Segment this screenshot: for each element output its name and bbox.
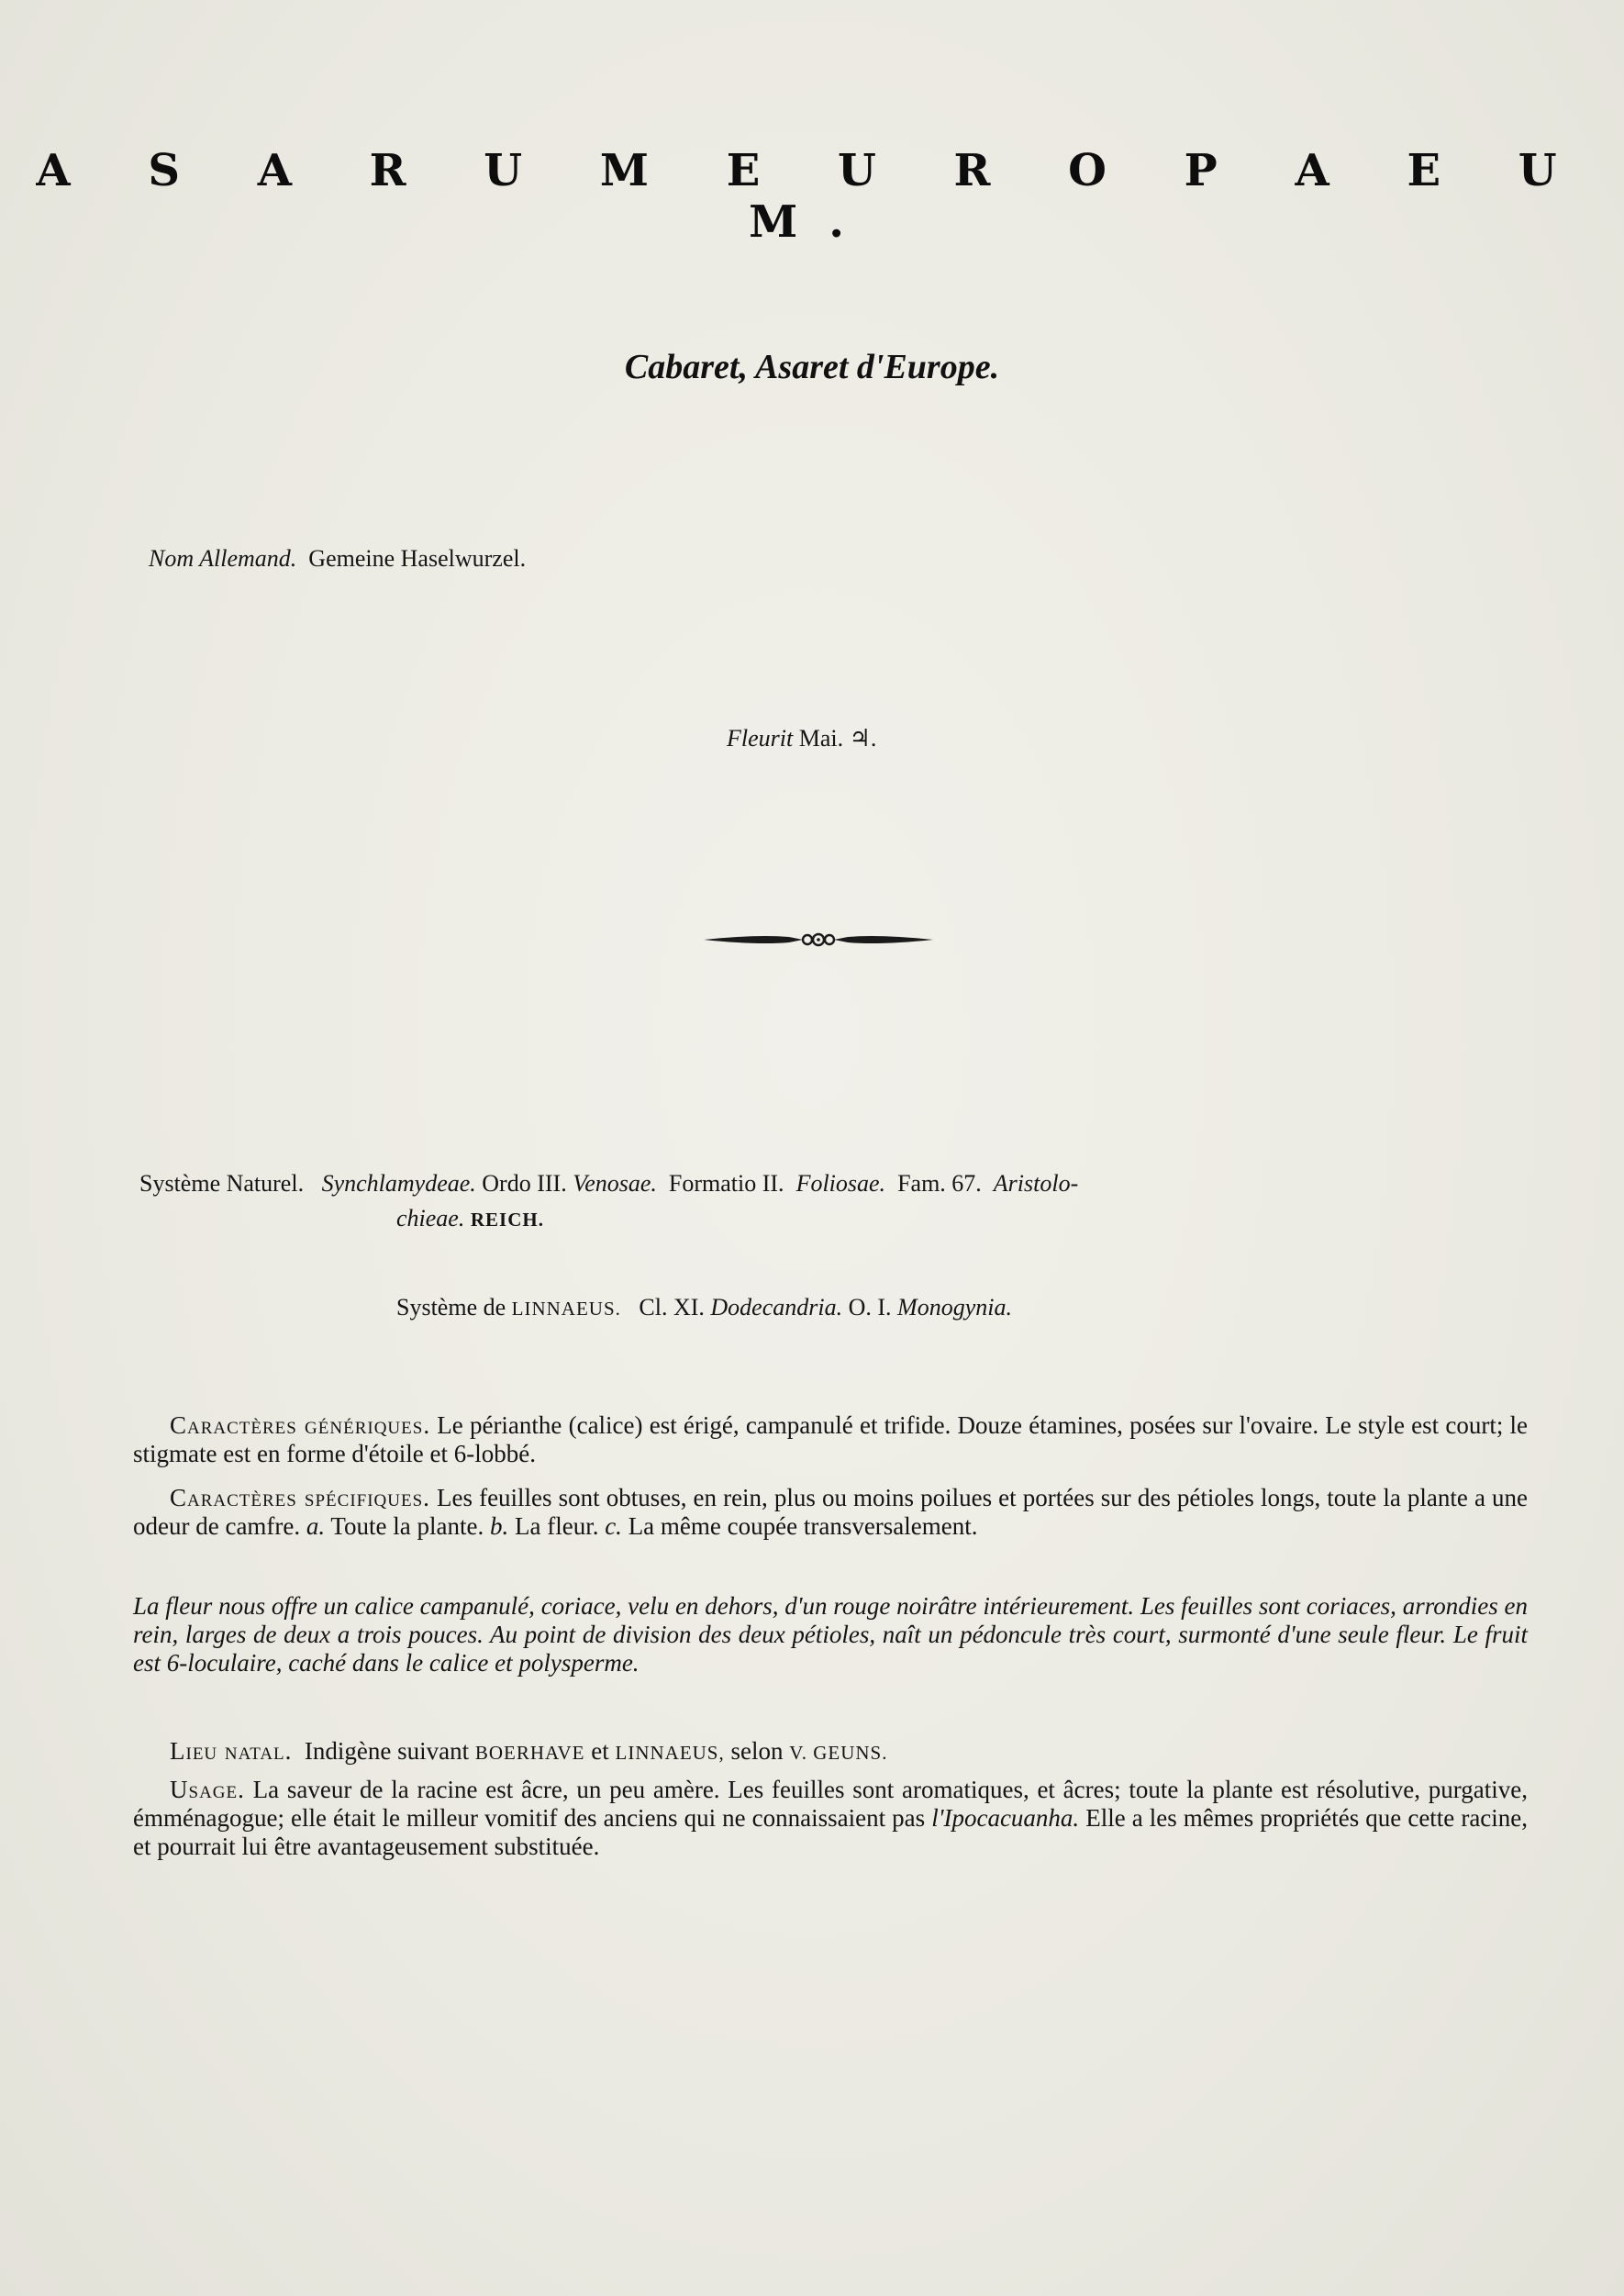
- natural-system-line-2: [396, 1205, 544, 1232]
- native-place-author-1: BOERHAVE: [474, 1742, 585, 1764]
- usage-text-2: Elle a les mêmes propriétés que cette racine, et pourrait lui être avantageusement substituée.: [133, 1804, 1529, 1860]
- natural-system-ordo: Ordo III.: [482, 1170, 567, 1197]
- linnaeus-system-line: [396, 1294, 1012, 1321]
- figure-b-text: La fleur.: [514, 1512, 599, 1540]
- native-place-text-3: selon: [730, 1737, 784, 1765]
- german-name-line: [149, 545, 526, 573]
- generic-characters-text: Le périanthe (calice) est érigé, campanulé et trifide. Douze étamines, posées sur l'ovaire. Le style est court; le stigmate est en forme d'étoile et 6-lobbé.: [133, 1411, 1529, 1467]
- natural-system-line-1: [139, 1170, 1534, 1198]
- natural-system-family-name-cont: chieae.: [396, 1205, 465, 1232]
- generic-characters-lead: Caractères génériques.: [170, 1411, 431, 1439]
- german-name-label: Nom Allemand.: [149, 545, 297, 572]
- flowering-line: [727, 725, 876, 752]
- native-place-paragraph: [133, 1737, 1528, 1767]
- native-place-author-2: LINNAEUS,: [615, 1742, 725, 1764]
- natural-system-author: REICH.: [470, 1209, 544, 1231]
- german-name-value: Gemeine Haselwurzel.: [308, 545, 527, 572]
- page-title: A S A R U M E U R O P A E U M.: [36, 145, 1588, 248]
- natural-system-formatio: Formatio II.: [668, 1170, 784, 1197]
- figure-a-text: Toute la plante.: [330, 1512, 484, 1540]
- usage-paragraph: [133, 1776, 1528, 1861]
- natural-system-formatio-name: Foliosae.: [795, 1170, 886, 1197]
- page-subtitle: Cabaret, Asaret d'Europe.: [624, 348, 1000, 386]
- figure-b-label: b.: [489, 1512, 509, 1540]
- figure-c-label: c.: [605, 1512, 622, 1540]
- natural-system-family: Fam. 67.: [897, 1170, 982, 1197]
- flowering-value: Mai. ♃.: [798, 725, 877, 752]
- linnaeus-order: O. I.: [848, 1294, 892, 1321]
- specific-characters-paragraph: [133, 1484, 1528, 1541]
- linnaeus-order-name: Monogynia.: [897, 1294, 1012, 1321]
- linnaeus-author: LINNAEUS.: [511, 1298, 621, 1320]
- description-paragraph: La fleur nous offre un calice campanulé, coriace, velu en dehors, d'un rouge noirâtre intérieurement. Les feuilles sont coriaces, arrondies en rein, larges de deux a trois pouces. Au point de division des deux pétioles, naît un pédoncule très court, surmonté d'une seule fleur. Le fruit est 6-loculaire, caché dans le calice et polysperme.: [133, 1592, 1528, 1677]
- specific-characters-text: Les feuilles sont obtuses, en rein, plus ou moins poilues et portées sur des pétioles longs, toute la plante a une odeur de camfre.: [133, 1484, 1529, 1540]
- generic-characters-paragraph: [133, 1411, 1528, 1468]
- natural-system-family-name: Aristolo-: [993, 1170, 1079, 1197]
- linnaeus-system-label: Système de: [396, 1294, 506, 1321]
- usage-ipecac: l'Ipocacuanha.: [931, 1804, 1080, 1832]
- linnaeus-class: Cl. XI.: [639, 1294, 705, 1321]
- specific-characters-lead: Caractères spécifiques.: [170, 1484, 430, 1511]
- ornament-divider: [702, 925, 935, 954]
- linnaeus-class-name: Dodecandria.: [710, 1294, 843, 1321]
- figure-c-text: La même coupée transversalement.: [628, 1512, 978, 1540]
- natural-system-class: Synchlamydeae.: [321, 1170, 476, 1197]
- usage-lead: Usage.: [170, 1776, 245, 1803]
- native-place-text-1: Indigène suivant: [304, 1737, 470, 1765]
- native-place-text-2: et: [591, 1737, 609, 1765]
- native-place-lead: Lieu natal.: [170, 1737, 293, 1765]
- flowering-label: Fleurit: [727, 725, 794, 752]
- natural-system-label: Système Naturel.: [139, 1170, 305, 1197]
- usage-text-1: La saveur de la racine est âcre, un peu amère. Les feuilles sont aromatiques, et âcres; toute la plante est résolutive, purgative, émménagogue; elle était le milleur vomitif des anciens qui ne connaissaient pas: [133, 1776, 1528, 1832]
- figure-a-label: a.: [306, 1512, 326, 1540]
- native-place-author-3: V. GEUNS.: [789, 1742, 888, 1764]
- natural-system-ordo-name: Venosae.: [573, 1170, 657, 1197]
